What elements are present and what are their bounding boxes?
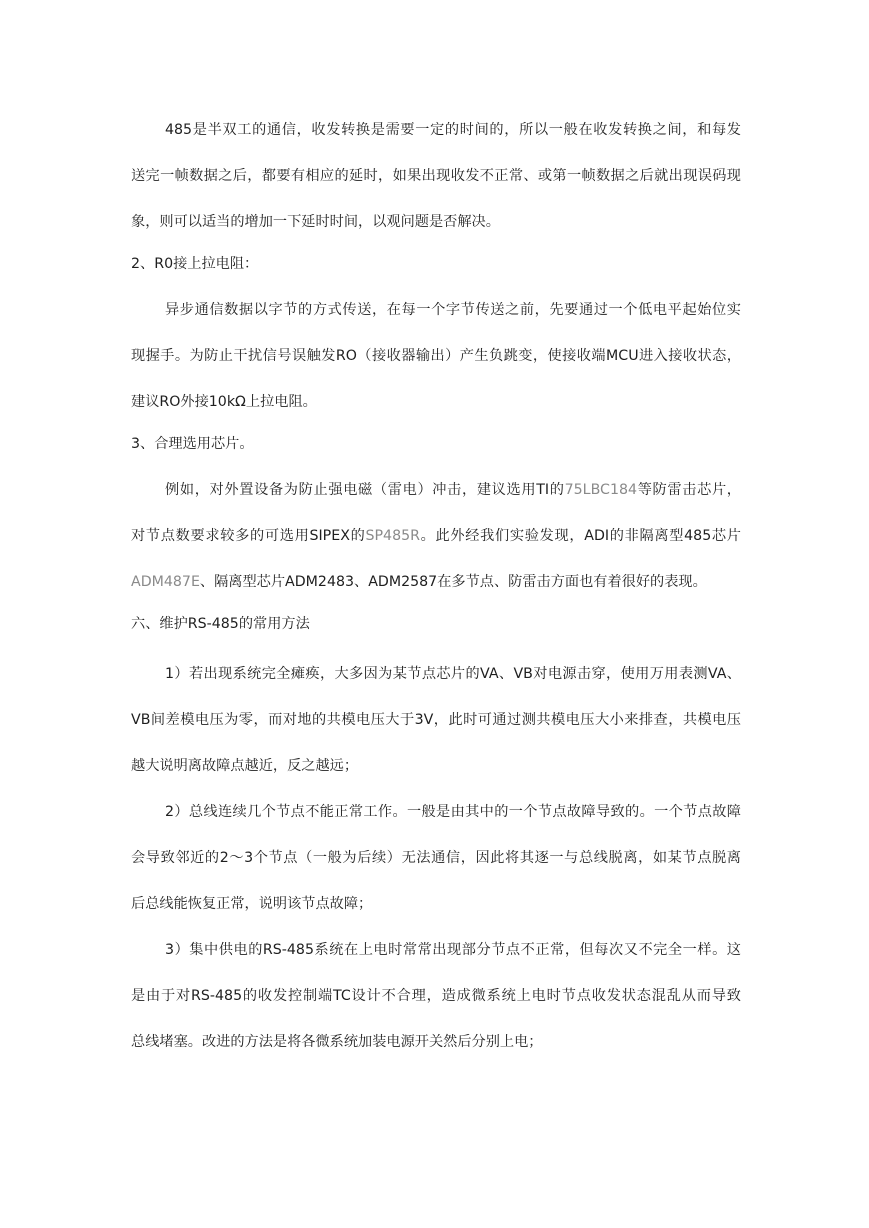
- text-run: 。此外经我们实验发现，ADI的非隔离型485芯片: [419, 528, 741, 544]
- chip-link-sp485r[interactable]: SP485R: [365, 528, 420, 544]
- section-heading-maintenance: 六、维护RS-485的常用方法: [131, 616, 310, 632]
- text-line: 总线堵塞。改进的方法是将各微系统加装电源开关然后分别上电；: [131, 1034, 543, 1050]
- text-line: 异步通信数据以字节的方式传送，在每一个字节传送之前，先要通过一个低电平起始位实: [165, 302, 741, 318]
- text-run: 例如，对外置设备为防止强电磁（雷电）冲击，建议选用TI的: [165, 482, 565, 498]
- text-run: 、隔离型芯片ADM2483、ADM2587在多节点、防雷击方面也有着很好的表现。: [199, 574, 707, 590]
- text-run: 对节点数要求较多的可选用SIPEX的: [131, 528, 366, 544]
- text-line: 送完一帧数据之后，都要有相应的延时，如果出现收发不正常、或第一帧数据之后就出现误码现: [131, 168, 741, 184]
- text-line: 1）若出现系统完全瘫痪，大多因为某节点芯片的VA、VB对电源击穿，使用万用表测VA、: [165, 666, 741, 682]
- text-line: 象，则可以适当的增加一下延时时间，以观问题是否解决。: [131, 214, 500, 230]
- section-heading-chip-selection: 3、合理选用芯片。: [131, 436, 254, 452]
- section-heading-ro-pullup: 2、R0接上拉电阻：: [131, 256, 259, 272]
- text-line: [131, 513, 741, 559]
- text-line: 2）总线连续几个节点不能正常工作。一般是由其中的一个节点故障导致的。一个节点故障: [165, 804, 741, 820]
- paragraph-delay: [131, 107, 741, 245]
- text-line: 是由于对RS-485的收发控制端TC设计不合理，造成微系统上电时节点收发状态混乱从而导致: [131, 988, 741, 1004]
- chip-link-75lbc184[interactable]: 75LBC184: [564, 482, 638, 498]
- paragraph-chips: [131, 467, 741, 605]
- text-line: [131, 559, 741, 605]
- text-line: [131, 467, 741, 513]
- text-line: 后总线能恢复正常，说明该节点故障；: [131, 896, 373, 912]
- text-line: 会导致邻近的2〜3个节点（一般为后续）无法通信，因此将其逐一与总线脱离，如某节点脱离: [131, 850, 741, 866]
- paragraph-maintenance-2: [131, 789, 741, 927]
- paragraph-maintenance-3: [131, 927, 741, 1065]
- text-line: 建议RO外接10kΩ上拉电阻。: [131, 394, 317, 410]
- chip-link-adm487e[interactable]: ADM487E: [131, 574, 200, 590]
- text-line: 现握手。为防止干扰信号误触发RO（接收器输出）产生负跳变，使接收端MCU进入接收状态，: [131, 348, 741, 364]
- text-line: 3）集中供电的RS-485系统在上电时常常出现部分节点不正常，但每次又不完全一样。这: [165, 942, 741, 958]
- text-run: 等防雷击芯片，: [637, 482, 741, 498]
- text-line: 485是半双工的通信，收发转换是需要一定的时间的，所以一般在收发转换之间，和每发: [165, 122, 741, 138]
- paragraph-maintenance-1: [131, 651, 741, 789]
- paragraph-pullup: [131, 287, 741, 425]
- text-line: VB间差模电压为零，而对地的共模电压大于3V，此时可通过测共模电压大小来排查，共模电压: [131, 712, 741, 728]
- text-line: 越大说明离故障点越近，反之越远；: [131, 758, 359, 774]
